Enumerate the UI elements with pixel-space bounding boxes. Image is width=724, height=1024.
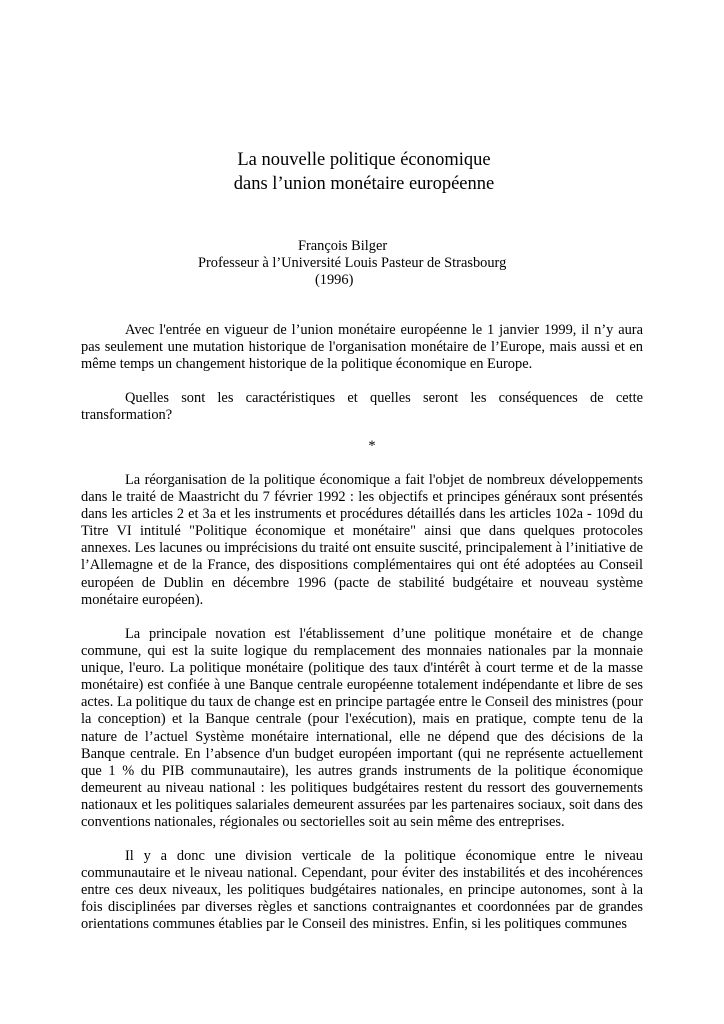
paragraph-text: La réorganisation de la politique économique a fait l'objet de nombreux développements dans le traité de Maastricht du 7 février 1992 : les objectifs et principes généraux sont présentés dans les articles 2 et 3a et les instruments et procédures détaillés dans les articles 102a - 109d du Titre VI intitulé "Politique économique et monétaire" ainsi que dans quelques protocoles annexes. Les lacunes ou imprécisions du traité ont ensuite suscité, principalement à l’initiative de l’Allemagne et de la France, des dispositions complémentaires qui ont été adoptées au Conseil européen de Dublin en décembre 1996 (pacte de stabilité budgétaire et nouveau système monétaire européen). <box>81 472 643 608</box>
paragraph-2 <box>81 390 643 424</box>
paragraph-text: Quelles sont les caractéristiques et quelles seront les conséquences de cette transformation? <box>81 390 643 424</box>
paragraph-1 <box>81 322 643 373</box>
paragraph-5 <box>81 848 643 933</box>
author-affiliation: Professeur à l’Université Louis Pasteur de Strasbourg <box>198 255 507 271</box>
title-line-1: La nouvelle politique économique <box>237 150 491 170</box>
paragraph-text: Il y a donc une division verticale de la politique économique entre le niveau communautaire et le niveau national. Cependant, pour éviter des instabilités et des incohérences entre ces deux niveaux, les politiques budgétaires nationales, en principe autonomes, sont à la fois disciplinées par diverses règles et sanctions contraignantes et coordonnées par de grandes orientations communes établies par le Conseil des ministres. Enfin, si les politiques communes <box>81 848 643 933</box>
author-name: François Bilger <box>298 238 388 254</box>
publication-year: (1996) <box>315 272 354 288</box>
paragraph-3 <box>81 472 643 609</box>
paragraph-text: La principale novation est l'établissement d’une politique monétaire et de change commune, qui est la suite logique du remplacement des monnaies nationales par la monnaie unique, l'euro. La politique monétaire (politique des taux d'intérêt à court terme et de la masse monétaire) est confiée à une Banque centrale européenne totalement indépendante et libre de ses actes. La politique du taux de change est en principe partagée entre le Conseil des ministres (pour la conception) et la Banque centrale (pour l'exécution), mais en pratique, compte tenu de la nature de l’actuel Système monétaire international, elle ne dépend que des décisions de la Banque centrale. En l’absence d'un budget européen important (qui ne représente actuellement que 1 % du PIB communautaire), les autres grands instruments de la politique économique demeurent au niveau national : les politiques budgétaires restent du ressort des gouvernements nationaux et les politiques salariales demeurent assurées par les partenaires sociaux, soit dans des conventions nationales, régionales ou sectorielles soit au sein même des entreprises. <box>81 626 643 831</box>
paragraph-4 <box>81 626 643 831</box>
paragraph-text: Avec l'entrée en vigueur de l’union monétaire européenne le 1 janvier 1999, il n’y aura pas seulement une mutation historique de l'organisation monétaire de l’Europe, mais aussi et en même temps un changement historique de la politique économique en Europe. <box>81 322 643 373</box>
section-separator: * <box>368 438 376 454</box>
document-title <box>0 148 724 196</box>
author-block <box>0 238 724 289</box>
title-line-2: dans l’union monétaire européenne <box>233 174 495 194</box>
